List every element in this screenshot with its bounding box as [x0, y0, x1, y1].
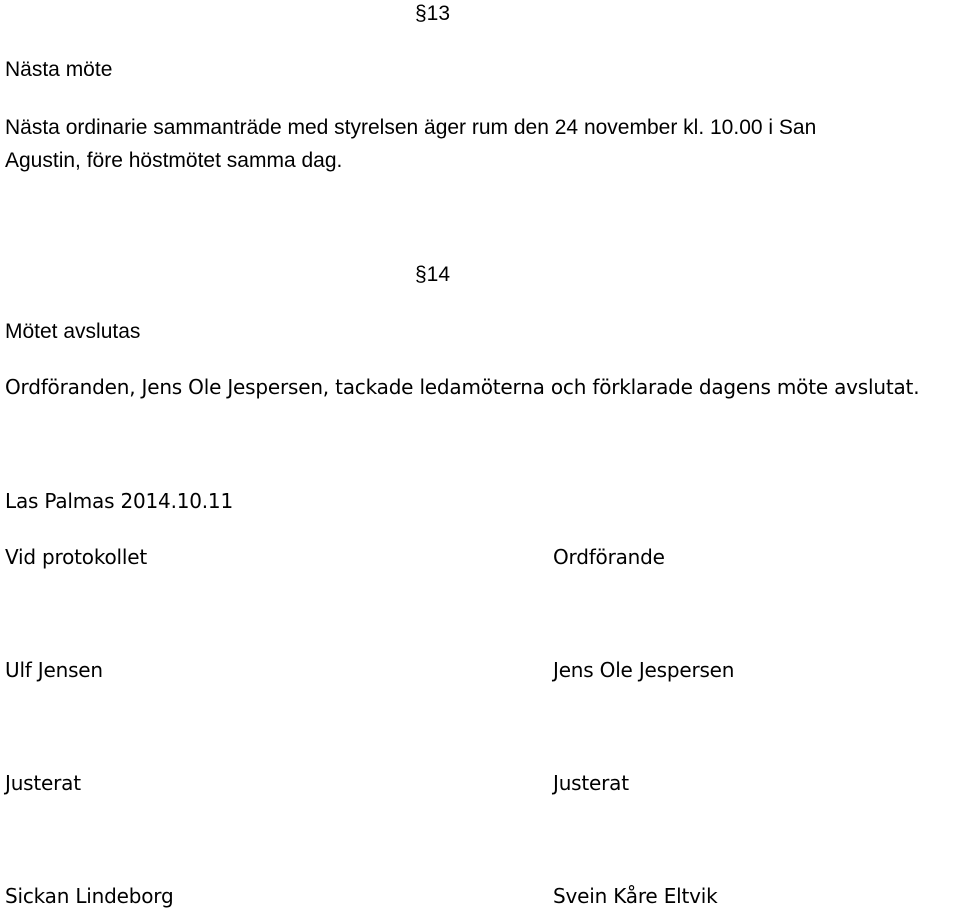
signature-right-role: Ordförande: [553, 545, 665, 569]
signature-right-name: Jens Ole Jespersen: [553, 658, 735, 682]
section-13-body-line-2: Agustin, före höstmötet samma dag.: [5, 149, 343, 172]
signature-left-adjuster-name: Sickan Lindeborg: [5, 884, 174, 908]
section-13-number: §13: [415, 2, 451, 25]
signature-right-adjusted-label: Justerat: [553, 771, 629, 795]
section-13-heading: Nästa möte: [5, 58, 113, 81]
place-date: Las Palmas 2014.10.11: [5, 489, 233, 513]
signature-right-adjuster-name: Svein Kåre Eltvik: [553, 884, 718, 908]
section-14-body: Ordföranden, Jens Ole Jespersen, tackade ledamöterna och förklarade dagens möte avslutat.: [5, 375, 920, 399]
signature-left-name: Ulf Jensen: [5, 658, 103, 682]
signature-left-adjusted-label: Justerat: [5, 771, 81, 795]
section-13-body-line-1: Nästa ordinarie sammanträde med styrelsen äger rum den 24 november kl. 10.00 i San: [5, 116, 817, 139]
signature-left-role: Vid protokollet: [5, 545, 148, 569]
section-14-heading: Mötet avslutas: [5, 320, 141, 343]
section-14-number: §14: [415, 263, 451, 286]
